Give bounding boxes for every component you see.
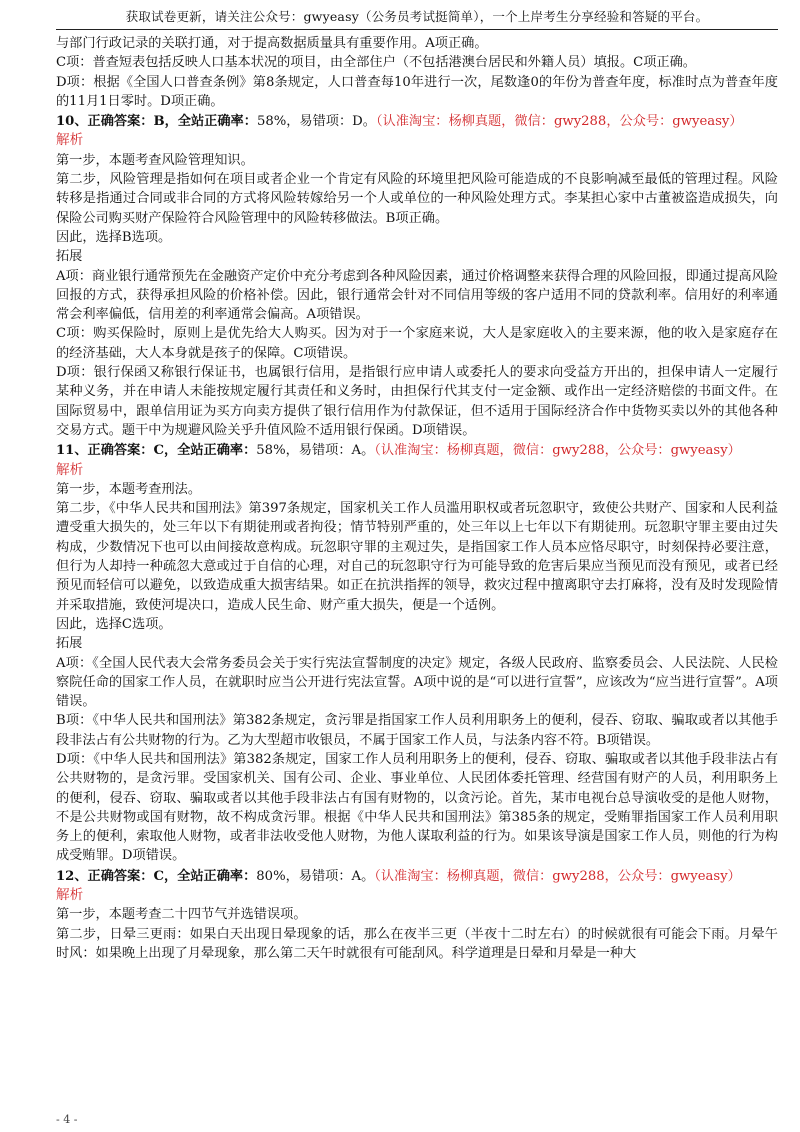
extension-heading: 拓展 bbox=[56, 636, 83, 652]
header-notice: 获取试卷更新，请关注公众号：gwyeasy（公务员考试挺简单），一个上岸考生分享经验和答疑的平台。 bbox=[125, 9, 709, 24]
analysis-heading: 解析 bbox=[56, 461, 84, 478]
answer-head: 12、正确答案：C，全站正确率： bbox=[56, 868, 257, 884]
answer-line-q11 bbox=[56, 441, 778, 460]
paragraph: 第一步，本题考查刑法。 bbox=[56, 481, 202, 497]
paragraph: B项：《中华人民共和国刑法》第382条规定，贪污罪是指国家工作人员利用职务上的便利，侵吞、窃取、骗取或者以其他手段非法占有公共财物的行为。乙为大型超市收银员，不属于国家工作人员，与法条内容不符。B项错误。 bbox=[56, 713, 778, 748]
promo-text: （认准淘宝：杨柳真题，微信：gwy288，公众号：gwyeasy） bbox=[375, 114, 743, 130]
paragraph: D项：银行保函又称银行保证书，也属银行信用，是指银行应申请人或委托人的要求向受益方开出的，担保申请人一定履行某种义务，并在申请人未能按规定履行其责任和义务时，由担保行代其支付一定金额、或作出一定经济赔偿的书面文件。在国际贸易中，跟单信用证为买方向卖方提供了银行信用作为付款保证，但不适用于国际经济合作中货物买卖以外的其他各种交易方式。题干中为规避风险关乎升值风险不适用银行保函。D项错误。 bbox=[56, 365, 778, 438]
paragraph: D项：根据《全国人口普查条例》第8条规定，人口普查每10年进行一次，尾数逢0的年份为普查年度，标准时点为普查年度的11月1日零时。D项正确。 bbox=[56, 74, 778, 109]
promo-text: （认准淘宝：杨柳真题，微信：gwy288，公众号：gwyeasy） bbox=[374, 443, 741, 459]
answer-stats: 80%，易错项：A。 bbox=[256, 868, 375, 884]
paragraph: 因此，选择B选项。 bbox=[56, 229, 172, 245]
paragraph: A项：《全国人民代表大会常务委员会关于实行宪法宣誓制度的决定》规定，各级人民政府、监察委员会、人民法院、人民检察院任命的国家工作人员，在就职时应当公开进行宪法宣誓。A项中说的是“可以进行宣誓”，应该改为“应当进行宣誓”。A项错误。 bbox=[56, 655, 778, 710]
paragraph: 第一步，本题考查风险管理知识。 bbox=[56, 152, 254, 168]
paragraph: D项：《中华人民共和国刑法》第382条规定，国家工作人员利用职务上的便利，侵吞、窃取、骗取或者以其他手段非法占有公共财物的，是贪污罪。受国家机关、国有公司、企业、事业单位、人民团体委托管理、经营国有财产的人员，利用职务上的便利，侵吞、窃取、骗取或者以其他手段非法占有国有财物的，以贪污论。首先，某市电视台总导演收受的是他人财物，不是公共财物或国有财物，故不构成贪污罪。根据《中华人民共和国刑法》第385条的规定，受贿罪指国家工作人员利用职务上的便利，索取他人财物，或者非法收受他人财物，为他人谋取利益的行为。如果该导演是国家工作人员，则他的行为构成受贿罪。D项错误。 bbox=[56, 751, 778, 864]
paragraph: 第一步，本题考查二十四节气并选错误项。 bbox=[56, 907, 307, 923]
answer-head: 11、正确答案：C，全站正确率： bbox=[56, 443, 257, 459]
paragraph: 第二步，风险管理是指如何在项目或者企业一个肯定有风险的环境里把风险可能造成的不良影响减至最低的管理过程。风险转移是指通过合同或非合同的方式将风险转嫁给另一个人或单位的一种风险处理方式。李某担心家中古董被盗造成损失，向保险公司购买财产保险符合风险管理中的风险转移做法。B项正确。 bbox=[56, 172, 778, 226]
page-header bbox=[56, 0, 778, 30]
promo-text: （认准淘宝：杨柳真题，微信：gwy288，公众号：gwyeasy） bbox=[374, 868, 741, 884]
paragraph: C项：购买保险时，原则上是优先给大人购买。因为对于一个家庭来说，大人是家庭收入的主要来源，他的收入是家庭存在的经济基础，大人本身就是孩子的保障。C项错误。 bbox=[56, 326, 778, 361]
answer-head: 10、正确答案：B，全站正确率： bbox=[56, 114, 257, 130]
paragraph: 与部门行政记录的关联打通，对于提高数据质量具有重要作用。A项正确。 bbox=[56, 36, 488, 51]
answer-stats: 58%，易错项：D。 bbox=[256, 114, 376, 130]
paragraph: C项：普查短表包括反映人口基本状况的项目，由全部住户（不包括港澳台居民和外籍人员）填报。C项正确。 bbox=[56, 55, 696, 71]
paragraph: 第二步，《中华人民共和国刑法》第397条规定，国家机关工作人员滥用职权或者玩忽职守，致使公共财产、国家和人民利益遭受重大损失的，处三年以下有期徒刑或者拘役；情节特别严重的，处三年以上七年以下有期徒刑。玩忽职守罪主要由过失构成，少数情况下也可以由间接故意构成。玩忽职守罪的主观过失，是指国家工作人员本应恪尽职守，时刻保持必要注意，但行为人却持一种疏忽大意或过于自信的心理，对自己的玩忽职守行为可能导致的危害后果应当预见而没有预见，或者已经预见而轻信可以避免，以致造成重大损害结果。如正在抗洪指挥的领导，救灾过程中擅离职守去打麻将，没有及时发现险情并采取措施，致使河堤决口，造成人民生命、财产重大损失，便是一个适例。 bbox=[56, 501, 778, 613]
paragraph: 第二步，日晕三更雨：如果白天出现日晕现象的话，那么在夜半三更（半夜十二时左右）的时候就很有可能会下雨。月晕午时风：如果晚上出现了月晕现象，那么第二天午时就很有可能刮风。科学道理是日晕和月晕是一种大 bbox=[56, 926, 778, 961]
page-content bbox=[56, 30, 778, 963]
analysis-heading: 解析 bbox=[56, 887, 84, 904]
extension-heading: 拓展 bbox=[56, 249, 83, 265]
analysis-heading: 解析 bbox=[56, 132, 84, 149]
paragraph: A项：商业银行通常预先在金融资产定价中充分考虑到各种风险因素，通过价格调整来获得合理的风险回报，即通过提高风险回报的方式，获得承担风险的价格补偿。因此，银行通常会针对不同信用等级的客户适用不同的贷款利率。信用好的利率通常会利率偏低，信用差的利率通常会偏高。A项错误。 bbox=[56, 268, 778, 323]
answer-line-q10 bbox=[56, 112, 778, 131]
paragraph: 因此，选择C选项。 bbox=[56, 616, 172, 632]
answer-stats: 58%，易错项：A。 bbox=[256, 443, 375, 459]
answer-line-q12 bbox=[56, 867, 778, 886]
page-number: - 4 - bbox=[56, 1113, 78, 1126]
